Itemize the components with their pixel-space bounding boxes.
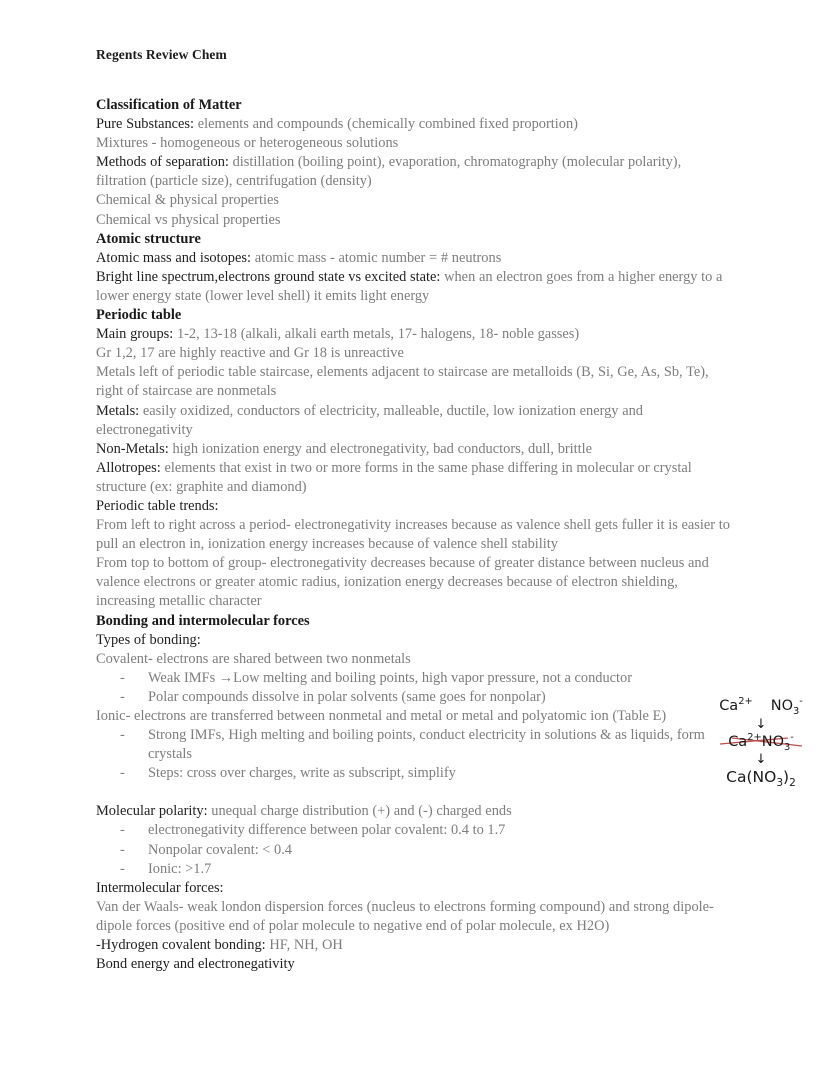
result-subscript-1: 3 [776,777,784,790]
line-rest: Chemical vs physical properties [96,211,281,228]
diagram-result-formula [702,766,820,788]
text-line [96,802,732,821]
line-rest: From left to right across a period- electronegativity increases because as valence shell gets fuller it is easier to pull an electron in, ionization energy increases because of valence shell stability [96,517,730,553]
bullet-list-ionic [96,726,732,783]
line-lead: Metals: [96,402,140,419]
bullet-list-polarity [96,821,732,878]
line-rest: elements that exist in two or more forms in the same phase differing in molecular or crystal structure (ex: graphite and diamond) [96,459,692,495]
subheading-types-of-bonding [96,631,732,650]
diagram-row-ions [702,698,820,718]
section-heading-periodic-table: Periodic table [96,307,182,324]
list-item: - Nonpolar covalent: < 0.4 [96,841,732,860]
cation-charge: 2+ [738,696,753,708]
text-line [96,363,732,401]
line-rest: high ionization energy and electronegativity, bad conductors, dull, brittle [168,440,593,457]
anion-formula: NO [770,698,793,714]
line-rest: Mixtures - homogeneous or heterogeneous solutions [96,135,399,152]
subheading-periodic-trends [96,497,732,516]
section-heading-atomic-structure: Atomic structure [96,230,201,247]
line-rest: HF, NH, OH [265,937,343,954]
line-rest: Gr 1,2, 17 are highly reactive and Gr 18 is unreactive [96,345,404,362]
anion-subscript: 3 [792,705,800,717]
line-lead: Bright line spectrum,electrons ground state vs excited state: [96,268,441,285]
text-line [96,115,732,134]
result-mid: ) [783,768,790,786]
down-arrow-icon: ↓ [755,752,767,767]
line-rest: Metals left of periodic table staircase, elements adjacent to staircase are metalloids (B, Si, Ge, As, Sb, Te), right of staircase are nonmetals [96,364,709,400]
line-lead: Main groups: [96,326,174,343]
list-item: - Steps: cross over charges, write as subscript, simplify [96,764,732,783]
line-lead: Pure Substances: [96,116,195,133]
document-body [96,96,732,974]
text-line [96,191,732,210]
text-line [96,153,732,191]
line-rest: From top to bottom of group- electronegativity decreases because of greater distance between nucleus and valence electrons or greater atomic radius, ionization energy decreases because of electron shielding, increasing metallic character [96,555,709,610]
line-lead: Allotropes: [96,459,161,476]
text-line [96,402,732,440]
text-line [96,516,732,554]
cation-formula: Ca [719,698,739,714]
line-lead: Molecular polarity: [96,803,208,820]
line-rest: 1-2, 13-18 (alkali, alkali earth metals, 17- halogens, 18- noble gasses) [173,326,580,343]
line-lead: Methods of separation: [96,154,229,171]
line-lead: -Hydrogen covalent bonding: [96,937,266,954]
section-heading-bonding: Bonding and intermolecular forces [96,612,310,629]
ionic-crossover-diagram [702,698,820,788]
line-rest: Covalent- electrons are shared between two nonmetals [96,650,411,667]
anion-charge: - [799,696,803,708]
section-heading-classification: Classification of Matter [96,97,242,113]
text-line [96,936,732,955]
result-prefix: Ca(NO [726,768,777,786]
line-lead: Bond energy and electronegativity [96,956,295,973]
line-rest: unequal charge distribution (+) and (-) charged ends [207,803,512,820]
anion-formula: NO [761,734,784,750]
anion-charge: - [790,732,794,744]
list-item: - Polar compounds dissolve in polar solvents (same goes for nonpolar) [96,688,732,707]
line-rest: easily oxidized, conductors of electricity, malleable, ductile, low ionization energy and electronegativity [96,402,643,438]
list-item: - Ionic: >1.7 [96,860,732,879]
line-lead: Intermolecular forces: [96,879,224,896]
line-rest: elements and compounds (chemically combined fixed proportion) [194,116,578,133]
line-lead: Atomic mass and isotopes: [96,249,251,266]
list-item: - Strong IMFs, High melting and boiling points, conduct electricity in solutions & as liquids, form crystals [96,726,732,764]
text-line [96,344,732,363]
text-line [96,134,732,153]
text-line [96,955,732,974]
line-rest: Van der Waals- weak london dispersion forces (nucleus to electrons forming compound) and strong dipole-dipole forces (positive end of polar molecule to negative end of polar molecule, ex H2O) [96,898,714,934]
text-line [96,898,732,936]
text-line [96,459,732,497]
text-line [96,325,732,344]
list-item: - Weak IMFs →Low melting and boiling points, high vapor pressure, not a conductor [96,669,732,688]
line-lead: Non-Metals: [96,440,169,457]
page-title: Regents Review Chem [96,47,227,62]
line-rest: atomic mass - atomic number = # neutrons [251,249,502,266]
paragraph-spacer [96,783,732,802]
text-line [96,650,732,669]
text-line [96,554,732,611]
line-rest: when an electron goes from a higher energy to a lower energy state (lower level shell) it emits light energy [96,268,723,304]
crossover-text [728,732,794,753]
diagram-row-crossover [702,731,820,753]
result-subscript-2: 2 [789,777,796,790]
text-line [96,211,732,230]
text-line [96,440,732,459]
cation-charge: 2+ [747,732,762,744]
subheading-intermolecular-forces [96,879,732,898]
list-item: - electronegativity difference between polar covalent: 0.4 to 1.7 [96,821,732,840]
text-line [96,268,732,306]
line-rest: distillation (boiling point), evaporation, chromatography (molecular polarity), filtration (particle size), centrifugation (density) [96,154,682,190]
down-arrow-icon: ↓ [755,717,767,732]
bullet-list-covalent [96,669,732,707]
text-line [96,707,732,726]
line-lead: Types of bonding: [96,631,201,648]
cation-formula: Ca [728,734,748,750]
text-line [96,249,732,268]
line-rest: Chemical & physical properties [96,192,279,209]
line-lead: Periodic table trends: [96,497,219,514]
anion-subscript: 3 [783,741,791,753]
line-rest: Ionic- electrons are transferred between nonmetal and metal or metal and polyatomic ion (Table E) [96,708,667,724]
